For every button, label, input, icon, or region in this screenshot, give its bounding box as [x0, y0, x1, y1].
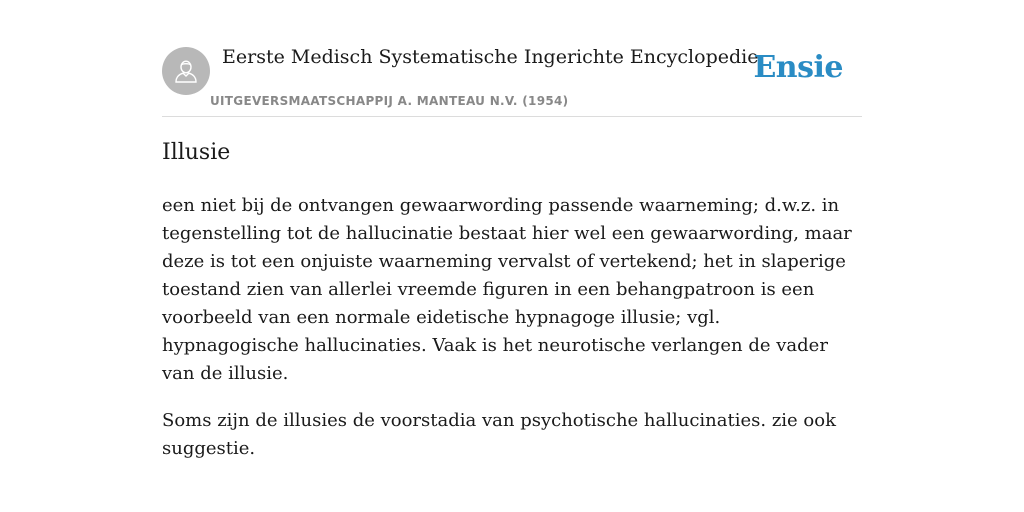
publisher-label: UITGEVERSMAATSCHAPPIJ A. MANTEAU N.V. (1954): [210, 94, 569, 108]
entry-title: Illusie: [162, 140, 231, 165]
page-container: [162, 0, 862, 459]
brand-logo[interactable]: Ensie: [753, 50, 843, 85]
book-header: [162, 0, 862, 117]
avatar[interactable]: [162, 47, 210, 95]
entry-paragraph: Soms zijn de illusies de voorstadia van psychotische hallucinaties. zie ook suggestie.: [162, 410, 837, 459]
book-title[interactable]: Eerste Medisch Systematische Ingerichte Encyclopedie: [222, 46, 759, 68]
entry-body: [162, 192, 862, 482]
user-silhouette-icon: [172, 57, 200, 85]
entry-paragraph: een niet bij de ontvangen gewaarwording passende waarneming; d.w.z. in tegenstelling tot de hallucinatie bestaat hier wel een gewaarwording, maar deze is tot een onjuiste waarneming vervalst of vertekend; het in slaperige toestand zien van allerlei vreemde figuren in een behangpatroon is een voorbeeld van een normale eidetische hypnagoge illusie; vgl. hypnagogische hallucinaties. Vaak is het neurotische verlangen de vader van de illusie.: [162, 195, 852, 384]
